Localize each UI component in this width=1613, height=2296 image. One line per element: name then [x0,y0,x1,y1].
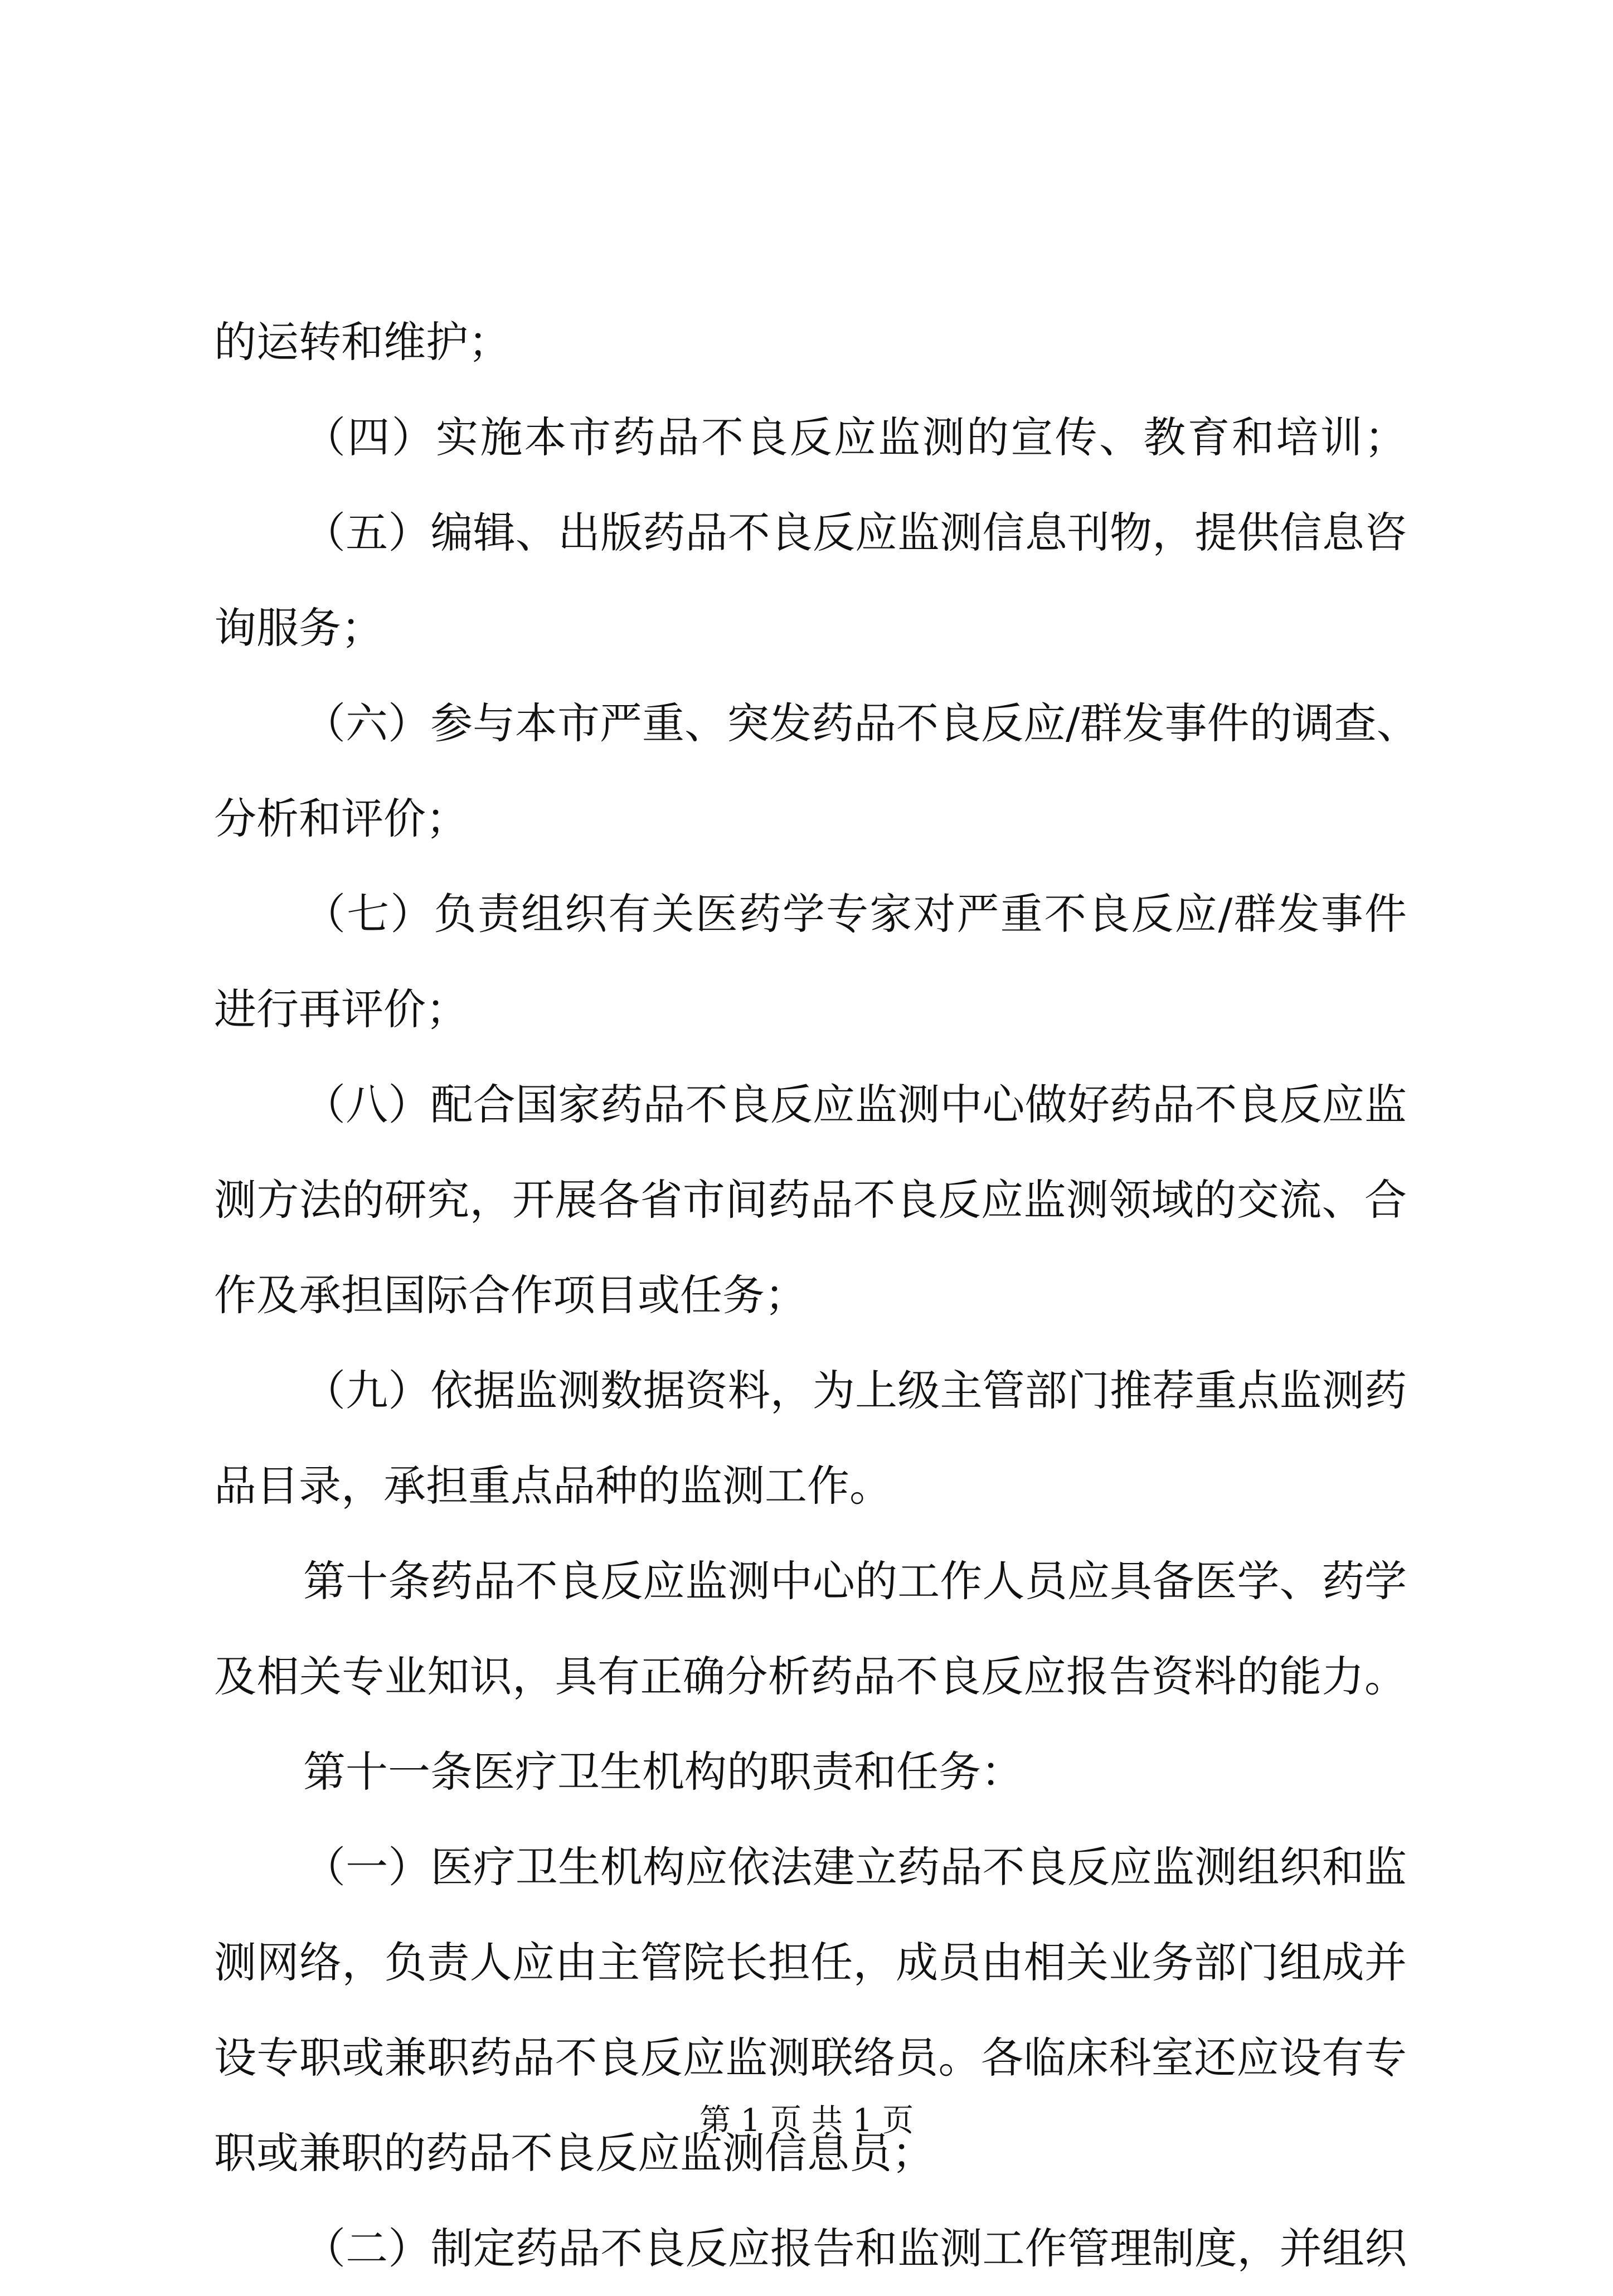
page-footer [0,2101,1613,2140]
text-line: （九）依据监测数据资料，为上级主管部门推荐重点监测药 [303,1366,1407,1415]
text-line: 进行再评价； [214,984,468,1034]
text-line: （六）参与本市严重、突发药品不良反应/群发事件的调查、 [303,698,1419,748]
text-line: 及相关专业知识，具有正确分析药品不良反应报告资料的能力。 [214,1652,1407,1701]
text-line: 第十一条医疗卫生机构的职责和任务： [303,1747,1023,1797]
text-line: 的运转和维护； [214,317,511,367]
text-line: 作及承担国际合作项目或任务； [214,1270,807,1320]
text-line: （五）编辑、出版药品不良反应监测信息刊物，提供信息咨 [303,508,1407,557]
text-line: 品目录，承担重点品种的监测工作。 [214,1461,892,1511]
text-line: 测网络，负责人应由主管院长担任，成员由相关业务部门组成并 [214,1938,1407,1987]
text-line: 职或兼职的药品不良反应监测信息员； [214,2128,934,2178]
text-line: 询服务； [214,603,383,653]
text-line: 分析和评价； [214,794,468,843]
text-line: （四）实施本市药品不良反应监测的宣传、教育和培训； [303,412,1407,462]
text-line: 第十条药品不良反应监测中心的工作人员应具备医学、药学 [303,1556,1407,1606]
text-line: （八）配合国家药品不良反应监测中心做好药品不良反应监 [303,1080,1407,1129]
text-line: 测方法的研究，开展各省市间药品不良反应监测领域的交流、合 [214,1175,1407,1225]
document-body [214,294,1419,2296]
text-line: 设专职或兼职药品不良反应监测联络员。各临床科室还应设有专 [214,2033,1407,2083]
text-line: （七）负责组织有关医药学专家对严重不良反应/群发事件 [303,889,1407,939]
text-line: （二）制定药品不良反应报告和监测工作管理制度，并组织 [303,2224,1407,2273]
page-number-label: 第 1 页 共 1 页 [699,2103,914,2139]
text-line: （一）医疗卫生机构应依法建立药品不良反应监测组织和监 [303,1842,1407,1892]
